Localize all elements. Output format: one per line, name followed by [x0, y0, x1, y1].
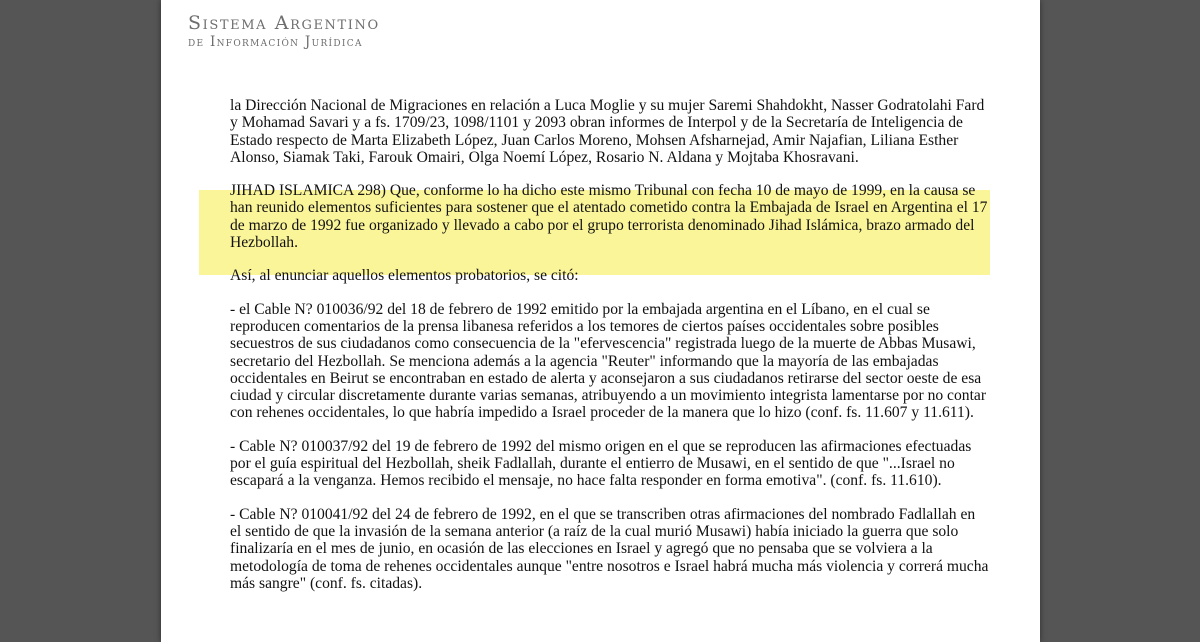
publisher-header: [188, 14, 380, 50]
document-page: [161, 0, 1040, 642]
paragraph-jihad-islamica-highlighted: JIHAD ISLAMICA 298) Que, conforme lo ha dicho este mismo Tribunal con fecha 10 de mayo de 1999, en la causa se han reunido elementos suficientes para sostener que el atentado cometido contra la Embajada de Israel en Argentina el 17 de marzo de 1992 fue organizado y llevado a cabo por el grupo terrorista denominado Jihad Islámica, brazo armado del Hezbollah.: [230, 182, 988, 252]
paragraph-cable-010041: - Cable N? 010041/92 del 24 de febrero de 1992, en el que se transcriben otras afirmaciones del nombrado Fadlallah en el sentido de que la invasión de la semana anterior (a raíz de la cual murió Musawi) había iniciado la guerra que solo finalizaría en el mes de junio, en ocasión de las elecciones en Israel y agregó que no pensaba que se volviera a la metodología de toma de rehenes occidentales aunque "entre nosotros e Israel habrá mucha más violencia y correrá mucha más sangre" (conf. fs. citadas).: [230, 505, 989, 592]
header-title-line1: Sistema Argentino: [188, 12, 380, 34]
paragraph-cable-010036: - el Cable N? 010036/92 del 18 de febrero de 1992 emitido por la embajada argentina en el Líbano, en el cual se reproducen comentarios de la prensa libanesa referidos a los temores de ciertos países occidentales sobre posibles secuestros de sus ciudadanos como consecuencia de la "efervescencia" registrada luego de la muerte de Abbas Musawi, secretario del Hezbollah. Se menciona además a la agencia "Reuter" informando que la mayoría de las embajadas occidentales en Beirut se encontraban en estado de alerta y aconsejaron a sus ciudadanos retirarse del sector oeste de esa ciudad y circular discretamente durante varias semanas, atribuyendo a un movimiento integrista lamentarse por no contar con rehenes occidentales, lo que habría impedido a Israel proceder de la manera que lo hizo (conf. fs. 11.607 y 11.611).: [230, 300, 987, 422]
paragraph-migraciones: la Dirección Nacional de Migraciones en relación a Luca Moglie y su mujer Saremi Shahdokht, Nasser Godratolahi Fard y Mohamad Savari y a fs. 1709/23, 1098/1101 y 2093 obran informes de Interpol y de la Secretaría de Inteligencia de Estado respecto de Marta Elizabeth López, Juan Carlos Moreno, Mohsen Afsharnejad, Amir Najafian, Liliana Esther Alonso, Siamak Taki, Farouk Omairi, Olga Noemí López, Rosario N. Aldana y Mojtaba Khosravani.: [230, 97, 985, 166]
header-title-line2: de Información Jurídica: [188, 34, 363, 50]
paragraph-cable-010037: - Cable N? 010037/92 del 19 de febrero de 1992 del mismo origen en el que se reproducen las afirmaciones efectuadas por el guía espiritual del Hezbollah, sheik Fadlallah, durante el entierro de Musawi, en el sentido de que "...Israel no escapará a la venganza. Hemos recibido el mensaje, no hace falta responder en forma emotiva". (conf. fs. 11.610).: [230, 437, 972, 490]
document-body: [230, 97, 990, 608]
paragraph-elementos-probatorios: Así, al enunciar aquellos elementos probatorios, se citó:: [230, 267, 579, 285]
